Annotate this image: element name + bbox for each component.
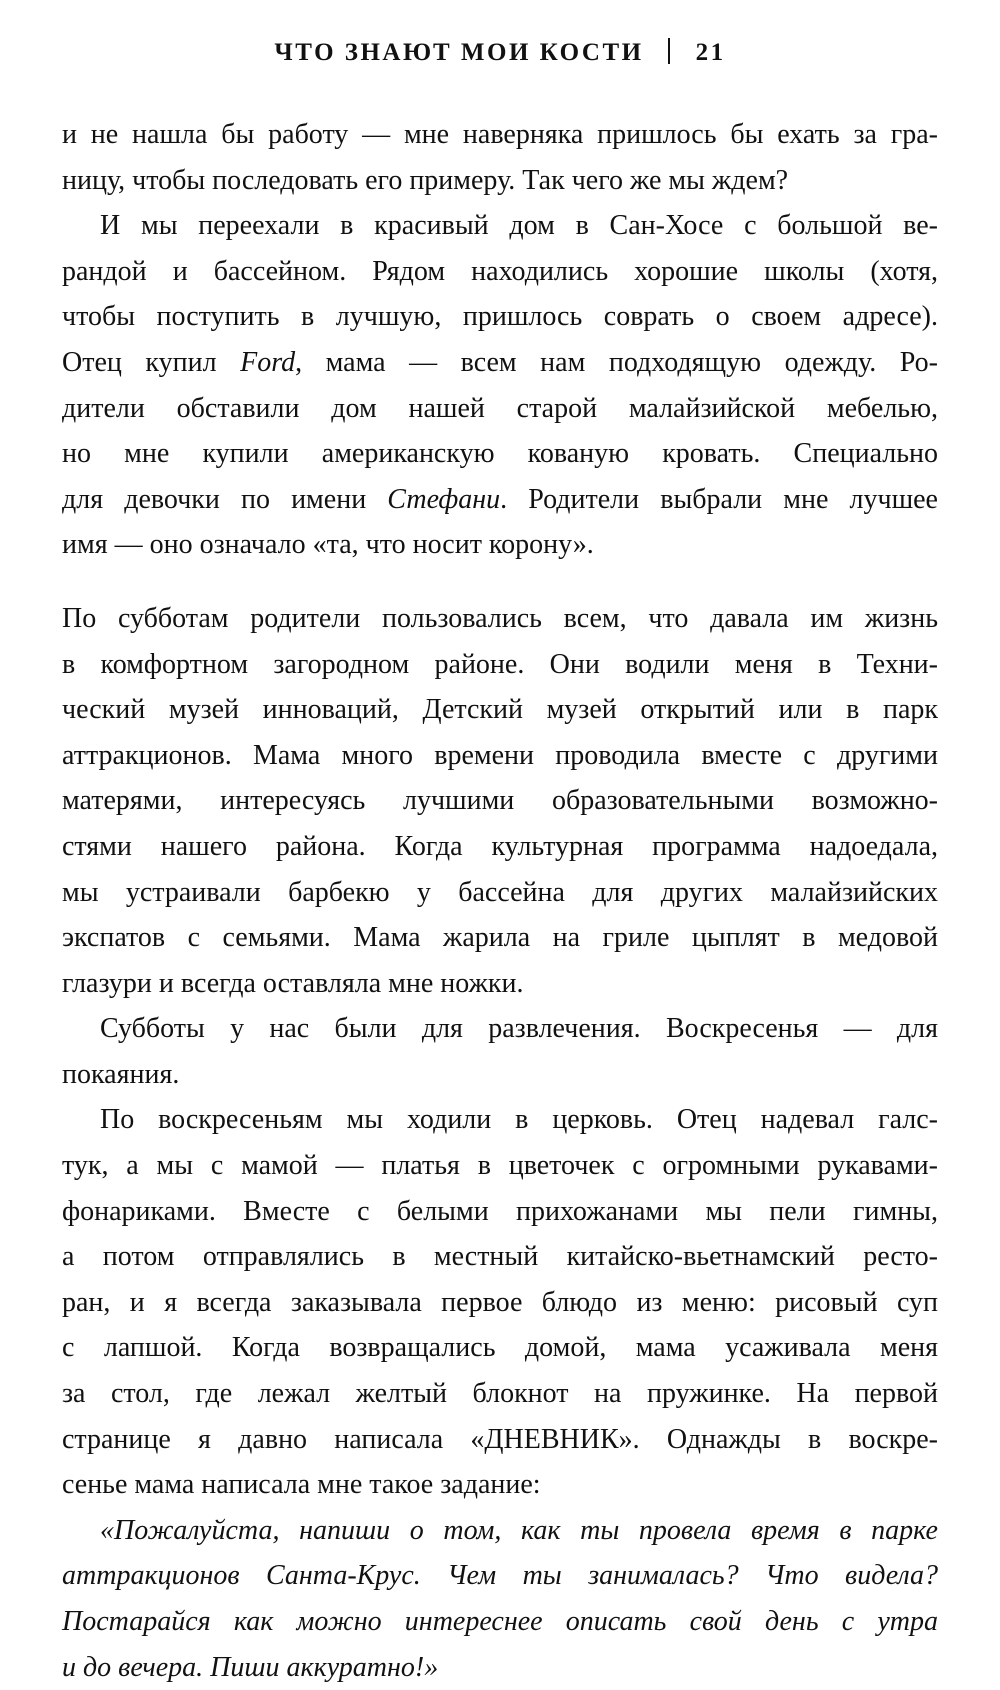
text-line: матерями, интересуясь лучшими образовательными возможно-: [62, 785, 938, 817]
text-line: но мне купили американскую кованую кровать. Специально: [62, 438, 938, 470]
text-line: ницу, чтобы последовать его примеру. Так чего же мы ждем?: [62, 164, 789, 196]
italic-word-stefani: Стефани: [387, 483, 501, 515]
text-line: а потом отправлялись в местный китайско-вьетнамский ресто-: [62, 1241, 938, 1273]
text-fragment: Отец купил: [62, 346, 241, 378]
text-line: дители обставили дом нашей старой малайзийской мебелью,: [62, 392, 938, 424]
text-line: за стол, где лежал желтый блокнот на пружинке. На первой: [62, 1378, 938, 1410]
text-line: сенье мама написала мне такое задание:: [62, 1469, 541, 1501]
text-line: имя — оно означало «та, что носит корону».: [62, 529, 594, 561]
header-separator: [668, 38, 670, 64]
quote-line: Постарайся как можно интереснее описать свой день с утра: [62, 1606, 938, 1637]
text-line: в комфортном загородном районе. Они водили меня в Техни-: [62, 648, 938, 680]
text-line: странице я давно написала «ДНЕВНИК». Однажды в воскре-: [62, 1423, 938, 1455]
text-line: экспатов с семьями. Мама жарила на гриле цыплят в медовой: [62, 922, 938, 954]
text-line: ран, и я всегда заказывала первое блюдо из меню: рисовый суп: [62, 1286, 938, 1318]
text-line: и не нашла бы работу — мне наверняка пришлось бы ехать за гра-: [62, 119, 938, 150]
text-line: покаяния.: [62, 1058, 180, 1090]
text-line: тук, а мы с мамой — платья в цветочек с огромными рукавами-: [62, 1150, 938, 1182]
text-line: [62, 477, 938, 523]
text-line: глазури и всегда оставляла мне ножки.: [62, 967, 524, 999]
running-header: [0, 38, 1000, 67]
quote-line: «Пожалуйста, напиши о том, как ты провела время в парке: [100, 1514, 938, 1546]
text-line: чтобы поступить в лучшую, пришлось соврать о своем адресе).: [62, 301, 938, 333]
text-line: рандой и бассейном. Рядом находились хорошие школы (хотя,: [62, 255, 938, 287]
body-text: [62, 112, 938, 1690]
text-line: с лапшой. Когда возвращались домой, мама усаживала меня: [62, 1332, 938, 1364]
text-line: По субботам родители пользовались всем, что давала им жизнь: [62, 602, 938, 634]
text-line: стями нашего района. Когда культурная программа надоедала,: [62, 830, 938, 862]
text-line: Субботы у нас были для развлечения. Воскресенья — для: [100, 1013, 938, 1045]
text-line: [62, 340, 938, 386]
book-title: ЧТО ЗНАЮТ МОИ КОСТИ: [274, 39, 644, 66]
quote-line: и до вечера. Пиши аккуратно!»: [62, 1651, 439, 1683]
text-line: мы устраивали барбекю у бассейна для других малайзийских: [62, 876, 938, 908]
text-line: По воскресеньям мы ходили в церковь. Отец надевал галс-: [100, 1104, 938, 1136]
text-line: аттракционов. Мама много времени проводила вместе с другими: [62, 739, 938, 771]
quote-line: аттракционов Санта-Крус. Чем ты занималась? Что видела?: [62, 1560, 938, 1592]
text-line: И мы переехали в красивый дом в Сан-Хосе с большой ве-: [100, 210, 938, 242]
text-line: ческий музей инноваций, Детский музей открытий или в парк: [62, 694, 938, 726]
page-number: 21: [695, 39, 726, 66]
text-line: фонариками. Вместе с белыми прихожанами мы пели гимны,: [62, 1195, 938, 1227]
text-fragment: . Родители выбрали мне лучшее: [500, 483, 938, 515]
italic-word-ford: Ford: [240, 346, 296, 378]
text-fragment: , мама — всем нам подходящую одежду. Ро-: [295, 346, 938, 378]
text-fragment: для девочки по имени: [62, 483, 388, 515]
